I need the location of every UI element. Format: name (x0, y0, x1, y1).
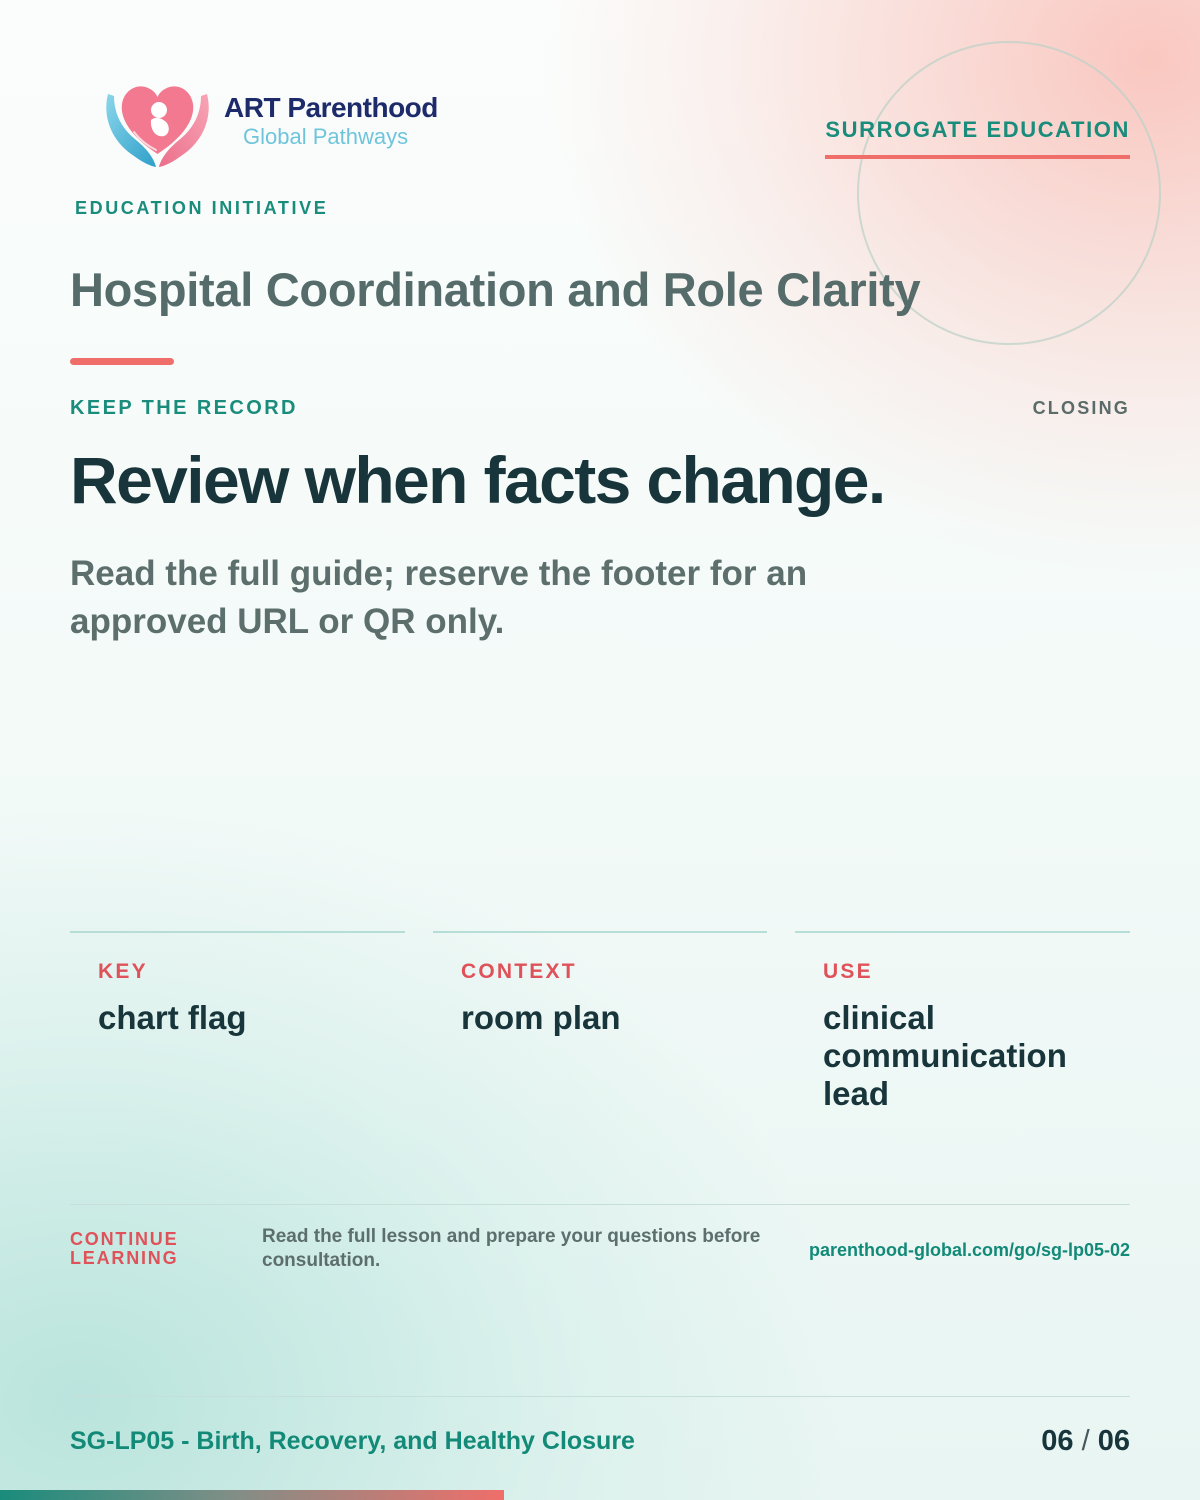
page-indicator (1041, 1425, 1130, 1458)
card-label: USE (823, 960, 873, 983)
lesson-title: SG-LP05 - Birth, Recovery, and Healthy Closure (70, 1427, 635, 1455)
slide-body: Read the full guide; reserve the footer for an approved URL or QR only. (70, 554, 808, 641)
guide-url-link[interactable]: parenthood-global.com/go/sg-lp05-02 (808, 1240, 1130, 1260)
section-label: CLOSING (1032, 398, 1130, 418)
card-value: chart flag (98, 999, 247, 1036)
divider (70, 1396, 1130, 1397)
continue-learning-text: Read the full lesson and prepare your questions before consultation. (262, 1226, 761, 1271)
slide-headline: Review when facts change. (70, 443, 885, 517)
divider (70, 1204, 1130, 1205)
slide-kicker: KEEP THE RECORD (70, 397, 298, 419)
card-value: clinical communication lead (823, 999, 1067, 1112)
card-value: room plan (461, 999, 621, 1036)
brand-subtitle: Global Pathways (243, 124, 409, 149)
course-title: Hospital Coordination and Role Clarity (70, 263, 921, 316)
continue-learning-label: CONTINUE LEARNING (70, 1229, 179, 1268)
page-total: 06 (1097, 1425, 1130, 1457)
page-separator: / (1081, 1425, 1090, 1457)
accent-bar (70, 358, 174, 365)
info-card-key (70, 931, 405, 1153)
brand-name: ART Parenthood (224, 92, 438, 123)
page-current: 06 (1041, 1425, 1074, 1457)
progress-bar (0, 1490, 1200, 1500)
info-card-context (433, 931, 767, 1153)
heart-hands-baby-logo-icon (100, 72, 215, 172)
program-label: SURROGATE EDUCATION (825, 117, 1130, 159)
initiative-label: EDUCATION INITIATIVE (75, 198, 329, 218)
progress-fill (0, 1490, 504, 1500)
card-label: CONTEXT (461, 960, 577, 983)
card-label: KEY (98, 960, 148, 983)
info-card-use (795, 931, 1130, 1153)
